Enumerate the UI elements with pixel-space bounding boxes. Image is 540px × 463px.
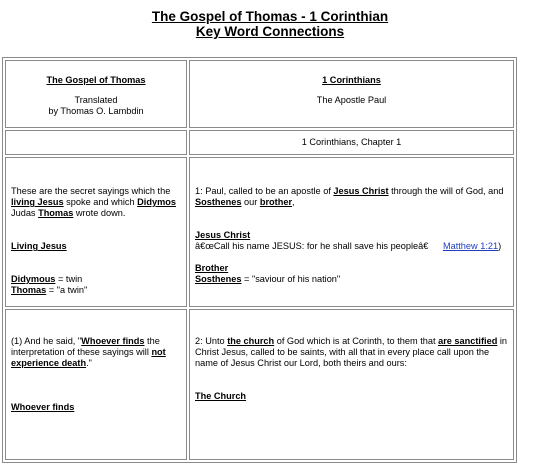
text-span: in Christ Jesus, called to be saints, with all that in every place call upon the name of Jesus Christ our Lord, both theirs and ours: xyxy=(195,336,508,368)
author-label: The Apostle Paul xyxy=(316,95,387,105)
text-span: wrote down. xyxy=(73,208,126,218)
header-right-cell xyxy=(189,60,514,128)
keyword-didymos: Didymos xyxy=(137,197,176,207)
connections-table xyxy=(2,57,517,463)
keyword-heading-living-jesus: Living Jesus xyxy=(11,241,67,251)
thomas-saying-cell xyxy=(5,309,187,460)
saying-text xyxy=(11,186,181,219)
table-row xyxy=(5,157,514,307)
keyword-not-experience-death: not experience death xyxy=(11,347,166,368)
corinthians-verse-cell xyxy=(189,157,514,307)
text-span: of God which is at Corinth, to them that xyxy=(274,336,439,346)
keyword-heading-jesus-christ: Jesus Christ xyxy=(195,230,251,240)
keyword-thomas: Thomas xyxy=(11,285,47,295)
keyword-didymous: Didymous xyxy=(11,274,56,284)
keyword-whoever-finds: Whoever finds xyxy=(81,336,145,346)
keyword-brother: brother xyxy=(259,197,293,207)
text-span: spoke and which xyxy=(63,197,138,207)
text-span: = "a twin" xyxy=(46,285,88,295)
definition-didymous xyxy=(11,274,181,285)
gospel-thomas-heading: The Gospel of Thomas xyxy=(46,75,146,85)
text-span: Judas xyxy=(11,208,39,218)
chapter-row-empty-cell xyxy=(5,130,187,155)
keyword-the-church: the church xyxy=(227,336,275,346)
keyword-jesus-christ: Jesus Christ xyxy=(333,186,389,196)
header-left-cell xyxy=(5,60,187,128)
chapter-label: 1 Corinthians, Chapter 1 xyxy=(189,130,514,155)
text-span: through the will of God, and xyxy=(388,186,504,196)
text-span: (1) And he said, " xyxy=(11,336,82,346)
title-line-1: The Gospel of Thomas - 1 Corinthian xyxy=(151,9,389,24)
keyword-heading-the-church: The Church xyxy=(195,391,247,401)
chapter-row xyxy=(5,130,514,155)
keyword-living-jesus: living Jesus xyxy=(11,197,64,207)
text-span: = twin xyxy=(55,274,83,284)
text-span: the interpretation of these sayings will xyxy=(11,336,160,357)
keyword-heading-brother: Brother xyxy=(195,263,229,273)
keyword-sosthenes: Sosthenes xyxy=(195,274,242,284)
text-span: = "saviour of his nation" xyxy=(241,274,341,284)
table-row xyxy=(5,309,514,460)
quote-text xyxy=(195,241,508,252)
title-line-2: Key Word Connections xyxy=(195,24,345,39)
keyword-thomas: Thomas xyxy=(38,208,74,218)
header-row xyxy=(5,60,514,128)
keyword-sosthenes: Sosthenes xyxy=(195,197,242,207)
verse-text xyxy=(195,186,508,208)
text-span: 1: Paul, called to be an apostle of xyxy=(195,186,334,196)
definition-sosthenes xyxy=(195,274,508,285)
text-span: ." xyxy=(86,358,92,368)
thomas-saying-cell xyxy=(5,157,187,307)
page-title xyxy=(0,9,540,39)
matthew-link[interactable]: Matthew 1:21 xyxy=(442,241,499,251)
definition-thomas xyxy=(11,285,181,296)
text-span: ) xyxy=(498,241,502,251)
text-span: our xyxy=(241,197,260,207)
verse-text xyxy=(195,336,508,369)
text-span: , xyxy=(292,197,295,207)
text-span: These are the secret sayings which the xyxy=(11,186,171,196)
text-span: 2: Unto xyxy=(195,336,228,346)
corinthians-heading: 1 Corinthians xyxy=(322,75,381,85)
translator-name: by Thomas O. Lambdin xyxy=(48,106,144,116)
translated-label: Translated xyxy=(74,95,118,105)
keyword-are-sanctified: are sanctified xyxy=(438,336,498,346)
corinthians-verse-cell xyxy=(189,309,514,460)
saying-text xyxy=(11,336,181,369)
keyword-heading-whoever-finds: Whoever finds xyxy=(11,402,75,412)
text-span: â€œCall his name JESUS: for he shall save his peopleâ€ xyxy=(195,241,431,251)
